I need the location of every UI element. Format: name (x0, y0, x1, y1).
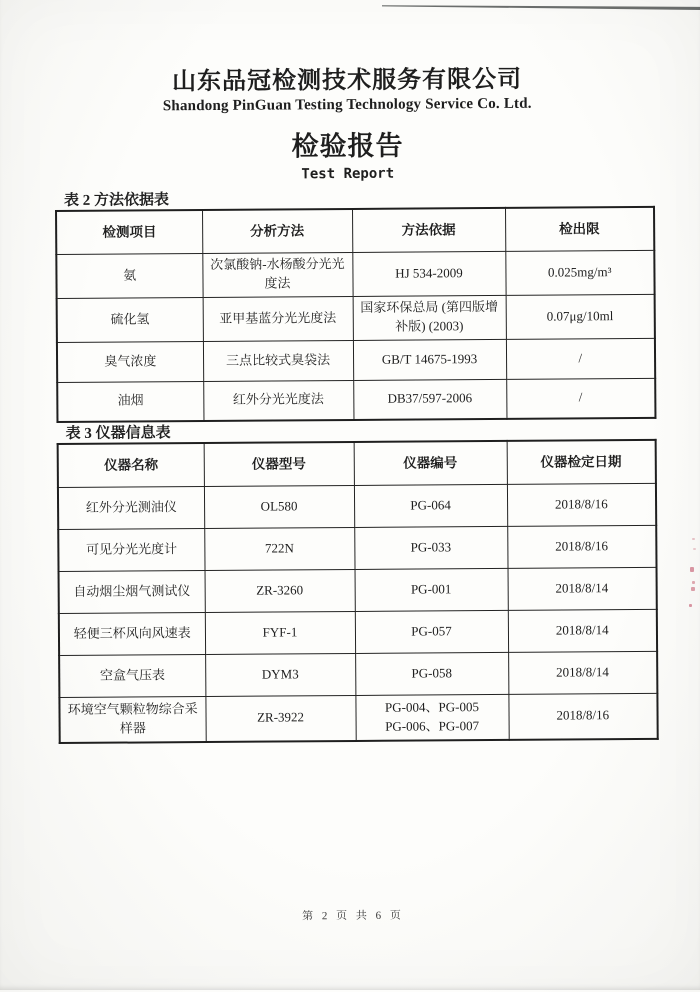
column-header: 仪器型号 (204, 442, 354, 486)
table-cell: HJ 534-2009 (352, 251, 505, 296)
table-row (56, 250, 654, 298)
table-cell: 硫化氢 (57, 297, 203, 342)
table-cell: 油烟 (57, 381, 203, 422)
table-cell: 自动烟尘烟气测试仪 (59, 570, 205, 613)
table-cell: PG-033 (354, 526, 507, 569)
column-header: 分析方法 (202, 209, 352, 253)
table-cell: PG-058 (355, 652, 508, 695)
table-row (59, 693, 657, 743)
table-cell: DB37/597-2006 (353, 379, 506, 420)
table-row (57, 378, 655, 422)
table-cell: ZR-3922 (205, 695, 355, 742)
table-cell: 722N (204, 527, 354, 570)
table-cell: / (506, 378, 655, 419)
table-cell: 三点比较式臭袋法 (203, 340, 353, 381)
page-number: 第 2 页 共 6 页 (302, 909, 404, 923)
table-cell: PG-064 (354, 484, 507, 527)
column-header: 仪器名称 (58, 443, 204, 487)
report-title-cn: 检验报告 (291, 130, 404, 162)
table-row (58, 525, 656, 571)
table-cell: 可见分光光度计 (58, 528, 204, 571)
table-row (59, 567, 657, 613)
table-row (57, 338, 655, 382)
table-cell: 0.025mg/m³ (505, 250, 654, 295)
table-cell: DYM3 (205, 653, 355, 696)
table-cell: FYF-1 (205, 611, 355, 654)
table-row (59, 651, 657, 697)
column-header: 检出限 (505, 207, 654, 251)
table-cell: 国家环保总局 (第四版增补版) (2003) (353, 295, 506, 340)
table-cell: 臭气浓度 (57, 341, 203, 382)
table-cell: 2018/8/14 (508, 567, 657, 610)
column-header: 方法依据 (352, 208, 505, 252)
table-cell: OL580 (204, 485, 354, 528)
table-cell: 环境空气颗粒物综合采样器 (59, 696, 205, 743)
table-row (57, 294, 655, 342)
table-cell: 2018/8/14 (508, 609, 657, 652)
table2-caption: 表 2 方法依据表 (63, 192, 170, 209)
table-cell: PG-001 (355, 568, 508, 611)
column-header: 仪器检定日期 (507, 440, 656, 484)
table3-caption: 表 3 仪器信息表 (65, 425, 171, 442)
table-cell: 2018/8/16 (507, 483, 656, 526)
table-row (58, 483, 656, 529)
table-cell: 红外分光光度法 (203, 380, 353, 421)
table-cell: 0.07μg/10ml (506, 294, 655, 339)
column-header: 检测项目 (56, 210, 202, 254)
table-cell: 红外分光测油仪 (58, 486, 204, 529)
table-row (59, 609, 657, 655)
column-header: 仪器编号 (354, 441, 507, 485)
company-name-en: Shandong PinGuan Testing Technology Service Co. Ltd. (162, 95, 532, 115)
table-cell: PG-004、PG-005 PG-006、PG-007 (355, 694, 508, 741)
company-name-cn: 山东品冠检测技术服务有限公司 (172, 66, 523, 96)
table-cell: ZR-3260 (205, 569, 355, 612)
instrument-info-table (57, 439, 659, 744)
method-basis-table (55, 206, 656, 423)
table-cell: 2018/8/14 (508, 651, 657, 694)
table-cell: GB/T 14675-1993 (353, 339, 506, 380)
table-cell: 亚甲基蓝分光光度法 (203, 296, 353, 341)
table-cell: 次氯酸钠-水杨酸分光光度法 (202, 252, 352, 297)
table-header-row (58, 440, 656, 487)
table-cell: 2018/8/16 (508, 693, 657, 740)
table-cell: / (506, 338, 655, 379)
table-cell: 2018/8/16 (507, 525, 656, 568)
table-cell: 轻便三杯风向风速表 (59, 612, 205, 655)
table-header-row (56, 207, 654, 254)
table-cell: 空盒气压表 (59, 654, 205, 697)
table-cell: 氨 (56, 253, 202, 298)
report-title-en: Test Report (301, 165, 395, 183)
table-cell: PG-057 (355, 610, 508, 653)
